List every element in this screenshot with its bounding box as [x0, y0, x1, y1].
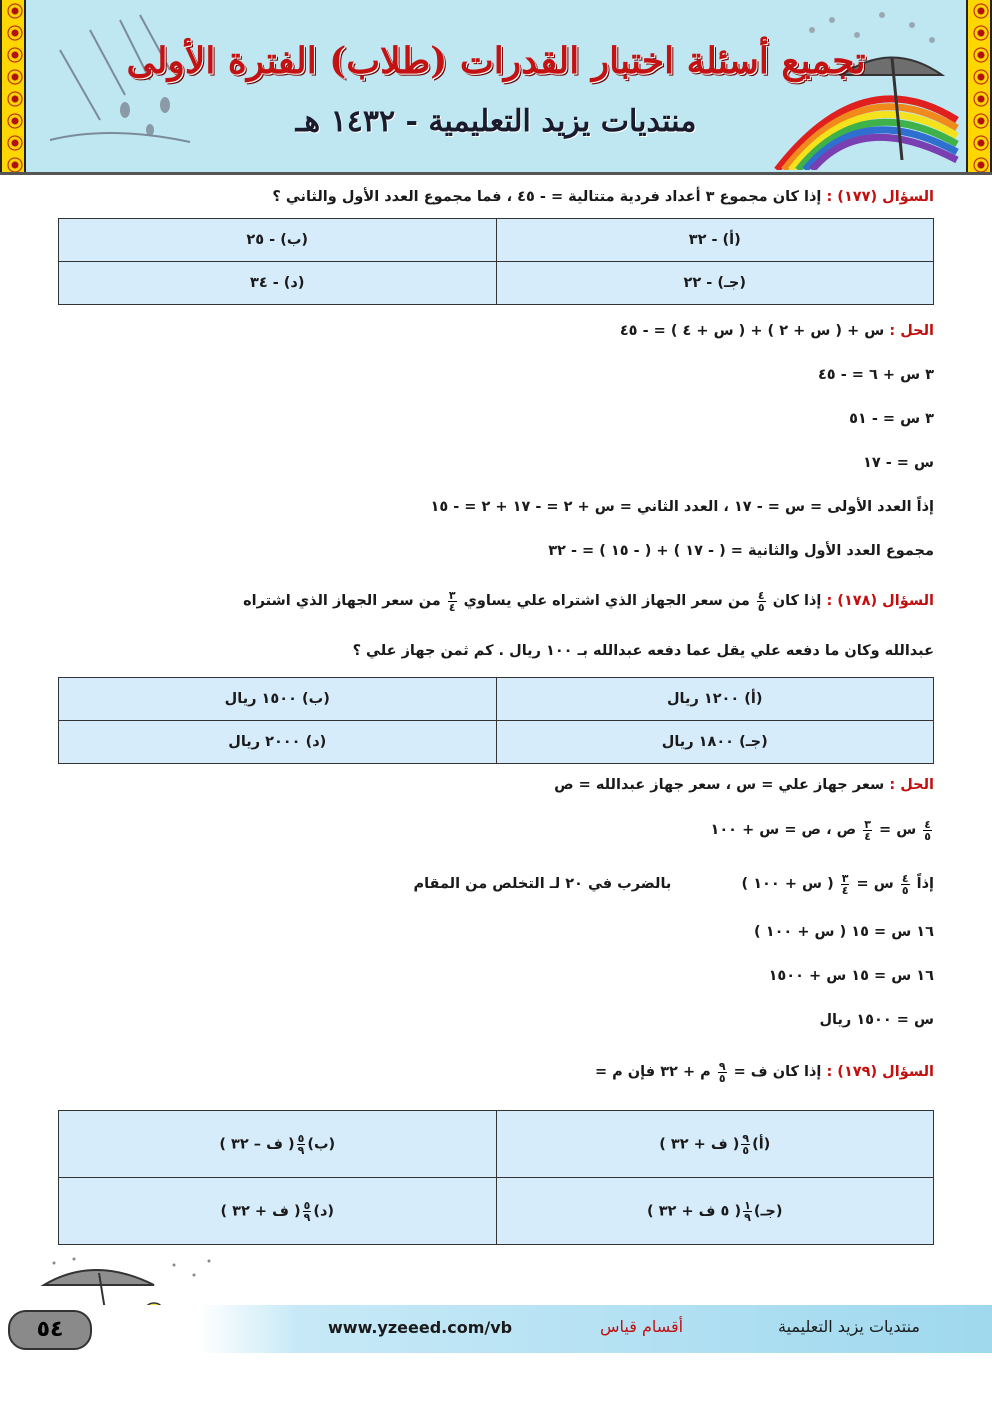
umbrella-rainbow-illustration — [772, 0, 962, 170]
equation-note: بالضرب في ٢٠ لـ التخلص من المقام — [413, 876, 672, 892]
fraction: $\frac{٤}{٥}$ — [901, 871, 909, 897]
question-text-line2: عبدالله وكان ما دفعه علي يقل عما دفعه عبدالله بـ ١٠٠ ريال . كم ثمن جهاز علي ؟ — [352, 643, 934, 659]
decorative-border-left — [0, 0, 26, 172]
solution-step: ١٦ س = ١٥ ( س + ١٠٠ ) — [754, 924, 934, 940]
question-text: م + ٣٢ فإن م = — [594, 1064, 711, 1080]
options-table-179 — [58, 1110, 934, 1245]
solution-178 — [58, 768, 934, 802]
option-a[interactable]: (أ) $\frac{٩}{٥}$ ( ف + ٣٢ ) — [496, 1111, 934, 1178]
question-178 — [58, 579, 934, 623]
solution-label: الحل : — [889, 777, 934, 793]
solution-step: س = ١٥٠٠ ريال — [819, 1012, 934, 1028]
question-text: إذا كان ف = — [733, 1064, 822, 1080]
solution-text: سعر جهاز علي = س ، سعر جهاز عبدالله = ص — [554, 777, 885, 793]
fraction: $\frac{٤}{٥}$ — [757, 588, 765, 614]
question-text: إذا كان — [772, 593, 822, 609]
equation-1 — [58, 808, 934, 852]
option-d[interactable]: (د) ٢٠٠٠ ريال — [59, 721, 497, 764]
question-label: السؤال (١٧٨) : — [826, 593, 934, 609]
solution-label: الحل : — [889, 323, 934, 339]
equation-2 — [58, 862, 934, 906]
solution-step: ٣ س + ٦ = - ٤٥ — [817, 367, 934, 383]
equation-text: س = — [879, 822, 917, 838]
question-177 — [58, 180, 934, 214]
solution-step: س = - ١٧ — [862, 455, 934, 471]
option-d[interactable]: (د) $\frac{٥}{٩}$ ( ف + ٣٢ ) — [59, 1178, 497, 1245]
equation-text: إذاً — [916, 876, 934, 892]
fraction: $\frac{٣}{٤}$ — [448, 588, 456, 614]
question-label: السؤال (١٧٧) : — [826, 189, 934, 205]
page-subtitle: منتديات يزيد التعليمية - ١٤٣٢ هـ — [295, 104, 697, 139]
option-c[interactable]: (جـ) $\frac{١}{٩}$ ( ٥ ف + ٣٢ ) — [496, 1178, 934, 1245]
question-text: إذا كان مجموع ٣ أعداد فردية متتالية = - ٤٥ ، فما مجموع العدد الأول والثاني ؟ — [272, 189, 822, 205]
footer-section-link[interactable]: أقسام قياس — [600, 1317, 684, 1336]
page-title: تجميع أسئلة اختبار القدرات (طلاب) الفترة الأولى — [126, 40, 866, 82]
option-b[interactable]: (ب) - ٢٥ — [59, 219, 497, 262]
question-179 — [58, 1050, 934, 1094]
footer-forum-name: منتديات يزيد التعليمية — [778, 1317, 920, 1336]
fraction: $\frac{٤}{٥}$ — [924, 817, 931, 843]
fraction: $\frac{٣}{٤}$ — [841, 871, 849, 897]
fraction: $\frac{٣}{٤}$ — [864, 817, 871, 843]
question-text: من سعر الجهاز الذي اشتراه — [243, 593, 441, 609]
solution-step: إذاً العدد الأولى = س = - ١٧ ، العدد الثاني = س + ٢ = - ١٧ + ٢ = - ١٥ — [430, 499, 934, 515]
option-a[interactable]: (أ) - ٣٢ — [496, 219, 934, 262]
option-d[interactable]: (د) - ٣٤ — [59, 262, 497, 305]
option-a[interactable]: (أ) ١٢٠٠ ريال — [496, 678, 934, 721]
option-c[interactable]: (جـ) ١٨٠٠ ريال — [496, 721, 934, 764]
solution-177 — [58, 309, 934, 353]
decorative-border-right — [966, 0, 992, 172]
equation-text: ص ، ص = س + ١٠٠ — [710, 822, 857, 838]
solution-step: مجموع العدد الأول والثانية = ( - ١٧ ) + ( - ١٥ ) = - ٣٢ — [548, 543, 934, 559]
page-number: ٥٤ — [8, 1310, 92, 1350]
option-b[interactable]: (ب) ١٥٠٠ ريال — [59, 678, 497, 721]
footer-url-link[interactable]: www.yzeeed.com/vb — [328, 1318, 513, 1337]
fraction: $\frac{٩}{٥}$ — [718, 1059, 726, 1085]
solution-step: ١٦ س = ١٥ س + ١٥٠٠ — [768, 968, 934, 984]
solution-step: ٣ س = - ٥١ — [849, 411, 934, 427]
solution-text: س + ( س + ٢ ) + ( س + ٤ ) = - ٤٥ — [619, 323, 885, 339]
header-banner — [0, 0, 992, 175]
main-content — [58, 180, 934, 1249]
question-text: من سعر الجهاز الذي اشتراه علي يساوي — [463, 593, 750, 609]
option-b[interactable]: (ب) $\frac{٥}{٩}$ ( ف – ٣٢ ) — [59, 1111, 497, 1178]
equation-text: ( س + ١٠٠ ) — [741, 876, 834, 892]
question-label: السؤال (١٧٩) : — [826, 1064, 934, 1080]
option-c[interactable]: (جـ) - ٢٢ — [496, 262, 934, 305]
equation-text: س = — [856, 876, 894, 892]
options-table-177 — [58, 218, 934, 305]
options-table-178 — [58, 677, 934, 764]
